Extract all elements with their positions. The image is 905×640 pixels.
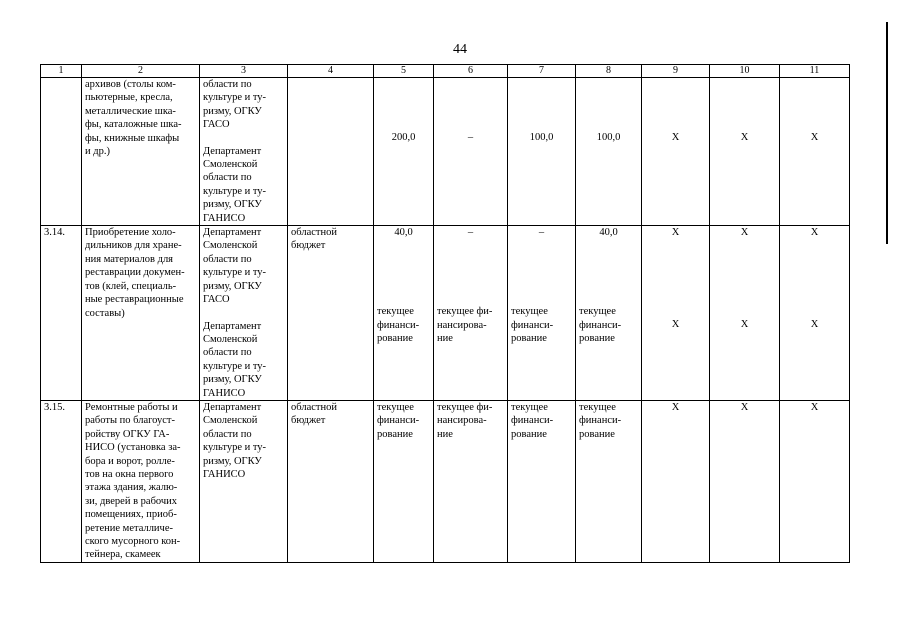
- x-mark: Х: [671, 132, 680, 143]
- x-mark: Х: [671, 227, 680, 239]
- amount-value: текущее финанси- рование: [377, 306, 420, 345]
- amount-cell: [374, 400, 434, 562]
- x-mark: Х: [810, 319, 819, 331]
- amount-cell: [508, 400, 576, 562]
- amount-cell: [508, 78, 576, 226]
- column-number: 9: [642, 65, 710, 78]
- item-name: архивов (столы ком- пьютерные, кресла, металлические шка- фы, каталожные шка- фы, книжные шкафы и др.): [85, 79, 182, 158]
- amount-cell: [576, 78, 642, 226]
- item-number: 3.14.: [44, 227, 65, 239]
- executor-secondary: Департамент Смоленской области по культуре и ту- ризму, ОГКУ ГАНИСО: [203, 320, 267, 399]
- column-number: 6: [434, 65, 508, 78]
- amount-value: текущее фи- нансирова- ние: [437, 306, 493, 345]
- mark-cell: [780, 400, 850, 562]
- amount-value: текущее финанси- рование: [377, 401, 420, 440]
- column-number-row: [41, 65, 850, 78]
- funding-source-cell: [288, 78, 374, 226]
- amount-value: –: [467, 132, 474, 143]
- amount-cell: [576, 400, 642, 562]
- column-number: 8: [576, 65, 642, 78]
- executor-secondary: Департамент Смоленской области по культуре и ту- ризму, ОГКУ ГАНИСО: [203, 145, 267, 224]
- column-number: 3: [200, 65, 288, 78]
- amount-value: 40,0: [394, 227, 413, 239]
- x-mark: Х: [810, 132, 819, 143]
- table-row: [41, 400, 850, 562]
- table-row: [41, 226, 850, 401]
- column-number: 10: [710, 65, 780, 78]
- mark-cell: [642, 400, 710, 562]
- item-name: Приобретение холо- дильников для хране- ния материалов для реставрации докумен- тов (клей, специаль- ные реставрационные составы): [85, 227, 185, 319]
- mark-cell: [710, 78, 780, 226]
- funding-source-cell: [288, 400, 374, 562]
- column-number: 1: [41, 65, 82, 78]
- margin-rule: [886, 22, 888, 244]
- amount-value: 100,0: [596, 132, 621, 143]
- item-name-cell: [82, 226, 200, 401]
- column-number: 5: [374, 65, 434, 78]
- item-number-cell: [41, 78, 82, 226]
- item-number: 3.15.: [44, 401, 65, 413]
- item-number-cell: [41, 400, 82, 562]
- page-number: 44: [453, 42, 467, 57]
- mark-cell: [710, 400, 780, 562]
- executor-cell: [200, 400, 288, 562]
- x-mark: Х: [810, 227, 819, 239]
- amount-value: 200,0: [391, 132, 416, 143]
- column-number: 7: [508, 65, 576, 78]
- executor-primary: Департамент Смоленской области по культуре и ту- ризму, ОГКУ ГАСО: [203, 227, 267, 306]
- mark-cell: [642, 78, 710, 226]
- item-name-cell: [82, 400, 200, 562]
- mark-cell: [710, 226, 780, 401]
- column-number: 4: [288, 65, 374, 78]
- x-mark: Х: [740, 401, 749, 413]
- mark-cell: [642, 226, 710, 401]
- mark-cell: [780, 226, 850, 401]
- executor-primary: Департамент Смоленской области по культуре и ту- ризму, ОГКУ ГАНИСО: [203, 401, 267, 480]
- x-mark: Х: [671, 401, 680, 413]
- executor-cell: [200, 226, 288, 401]
- amount-cell: [508, 226, 576, 401]
- amount-value: текущее финанси- рование: [511, 401, 554, 440]
- amount-value: текущее финанси- рование: [579, 401, 622, 440]
- amount-value: 100,0: [529, 132, 554, 143]
- executor-cell: [200, 78, 288, 226]
- amount-cell: [374, 226, 434, 401]
- amount-value: –: [467, 227, 474, 239]
- table-body: [41, 65, 850, 563]
- x-mark: Х: [671, 319, 680, 331]
- amount-cell: [434, 78, 508, 226]
- table-row: [41, 78, 850, 226]
- x-mark: Х: [810, 401, 819, 413]
- mark-cell: [780, 78, 850, 226]
- executor-primary: области по культуре и ту- ризму, ОГКУ ГАСО: [203, 79, 267, 131]
- x-mark: Х: [740, 227, 749, 239]
- amount-value: 40,0: [599, 227, 618, 239]
- funding-source-cell: [288, 226, 374, 401]
- column-number: 2: [82, 65, 200, 78]
- amount-value: текущее финанси- рование: [579, 306, 622, 345]
- item-name: Ремонтные работы и работы по благоуст- ройству ОГКУ ГА- НИСО (установка за- бора и ворот, ролле- тов на окна первого этажа здания, жалю- зи, дверей в рабочих помещениях, приоб- ретение металличе- ского мусорного кон- тейнера, скамеек: [85, 401, 181, 561]
- amount-cell: [434, 400, 508, 562]
- program-table: [40, 64, 850, 563]
- amount-cell: [374, 78, 434, 226]
- x-mark: Х: [740, 132, 749, 143]
- column-number: 11: [780, 65, 850, 78]
- amount-value: –: [538, 227, 545, 239]
- x-mark: Х: [740, 319, 749, 331]
- item-name-cell: [82, 78, 200, 226]
- funding-source: областной бюджет: [291, 227, 337, 252]
- funding-source: областной бюджет: [291, 401, 337, 427]
- amount-cell: [434, 226, 508, 401]
- amount-value: текущее финанси- рование: [511, 306, 554, 345]
- amount-value: текущее фи- нансирова- ние: [437, 401, 493, 440]
- amount-cell: [576, 226, 642, 401]
- item-number-cell: [41, 226, 82, 401]
